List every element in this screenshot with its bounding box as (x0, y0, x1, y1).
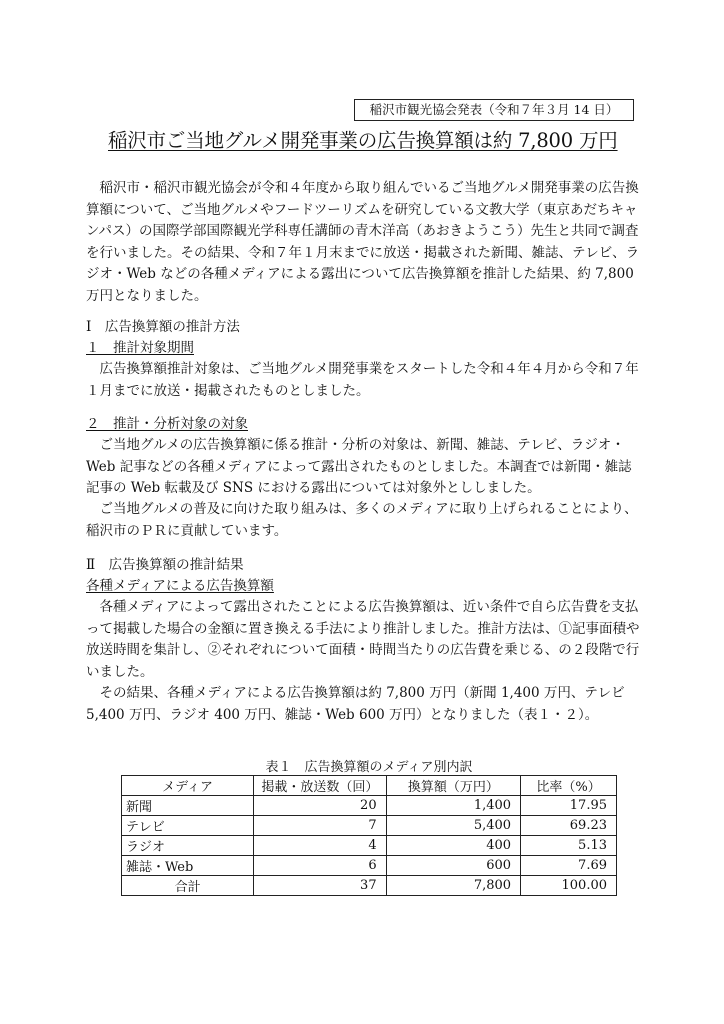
section1-sub1-heading: １ 推計対象期間 (86, 340, 194, 356)
count-cell: 7 (254, 816, 386, 836)
header-media: メディア (122, 776, 254, 796)
section1-sub1-body: 広告換算額推計対象は、ご当地グルメ開発事業をスタートした令和４年４月から令和７年１月までに放送・掲載されたものとしました。 (86, 361, 639, 399)
amount-cell: 5,400 (386, 816, 520, 836)
total-amount-cell: 7,800 (386, 876, 520, 896)
count-cell: 20 (254, 796, 386, 816)
table-row (122, 796, 617, 816)
section2-body2: その結果、各種メディアによる広告換算額は約 7,800 万円（新聞 1,400 万円、テレビ 5,400 万円、ラジオ 400 万円、雑誌・Web 600 万円）となりました（表１・２）。 (86, 685, 625, 723)
section1-sub2-body2: ご当地グルメの普及に向けた取り組みは、多くのメディアに取り上げられることにより、稲沢市のＰＲに貢献しています。 (86, 501, 638, 539)
document-title: 稲沢市ご当地グルメ開発事業の広告換算額は約 7,800 万円 (108, 129, 618, 152)
amount-cell: 600 (386, 856, 520, 876)
media-cell: ラジオ (122, 836, 254, 856)
table-caption: 表１ 広告換算額のメディア別内訳 (265, 760, 473, 775)
table-row (122, 836, 617, 856)
header-count: 掲載・放送数（回） (254, 776, 386, 796)
section1-heading: Ⅰ 広告換算額の推計方法 (86, 319, 240, 335)
count-cell: 6 (254, 856, 386, 876)
ratio-cell: 69.23 (521, 816, 617, 836)
table-row (122, 856, 617, 876)
total-count-cell: 37 (254, 876, 386, 896)
table-total-row (122, 876, 617, 896)
header-amount: 換算額（万円） (386, 776, 520, 796)
media-breakdown-table (121, 775, 617, 896)
amount-cell: 400 (386, 836, 520, 856)
ratio-cell: 17.95 (521, 796, 617, 816)
ratio-cell: 5.13 (521, 836, 617, 856)
amount-cell: 1,400 (386, 796, 520, 816)
media-cell: 新聞 (122, 796, 254, 816)
media-cell: 雑誌・Web (122, 856, 254, 876)
section2-body1: 各種メディアによって露出されたことによる広告換算額は、近い条件で自ら広告費を支払って掲載した場合の金額に置き換える手法により推計しました。推計方法は、①記事面積や放送時間を集計し、②それぞれについて面積・時間当たりの広告費を乗じる、の２段階で行いました。 (86, 599, 640, 680)
section2-sub-heading: 各種メディアによる広告換算額 (86, 578, 274, 594)
table-header-row (122, 776, 617, 796)
total-label-cell: 合計 (122, 876, 254, 896)
total-ratio-cell: 100.00 (521, 876, 617, 896)
intro-paragraph: 稲沢市・稲沢市観光協会が令和４年度から取り組んでいるご当地グルメ開発事業の広告換算額について、ご当地グルメやフードツーリズムを研究している文教大学（東京あだちキャンパス）の国際学部国際観光学科専任講師の青木洋高（あおきようこう）先生と共同で調査を行いました。その結果、令和７年１月末までに放送・掲載された新聞、雑誌、テレビ、ラジオ・Web などの各種メディアによる露出について広告換算額を推計した結果、約 7,800 万円となりました。 (86, 180, 640, 304)
section1-sub2-body1: ご当地グルメの広告換算額に係る推計・分析の対象は、新聞、雑誌、テレビ、ラジオ・Web 記事などの各種メディアによって露出されたものとしました。本調査では新聞・雑誌記事の Web 転載及び SNS における露出については対象外とししました。 (86, 437, 632, 496)
section2-heading: Ⅱ 広告換算額の推計結果 (86, 557, 244, 573)
count-cell: 4 (254, 836, 386, 856)
ratio-cell: 7.69 (521, 856, 617, 876)
header-ratio: 比率（%） (521, 776, 617, 796)
section1-sub2-heading: ２ 推計・分析対象の対象 (86, 416, 248, 432)
table-row (122, 816, 617, 836)
announcement-box: 稲沢市観光協会発表（令和７年３月 14 日） (354, 99, 634, 121)
media-cell: テレビ (122, 816, 254, 836)
